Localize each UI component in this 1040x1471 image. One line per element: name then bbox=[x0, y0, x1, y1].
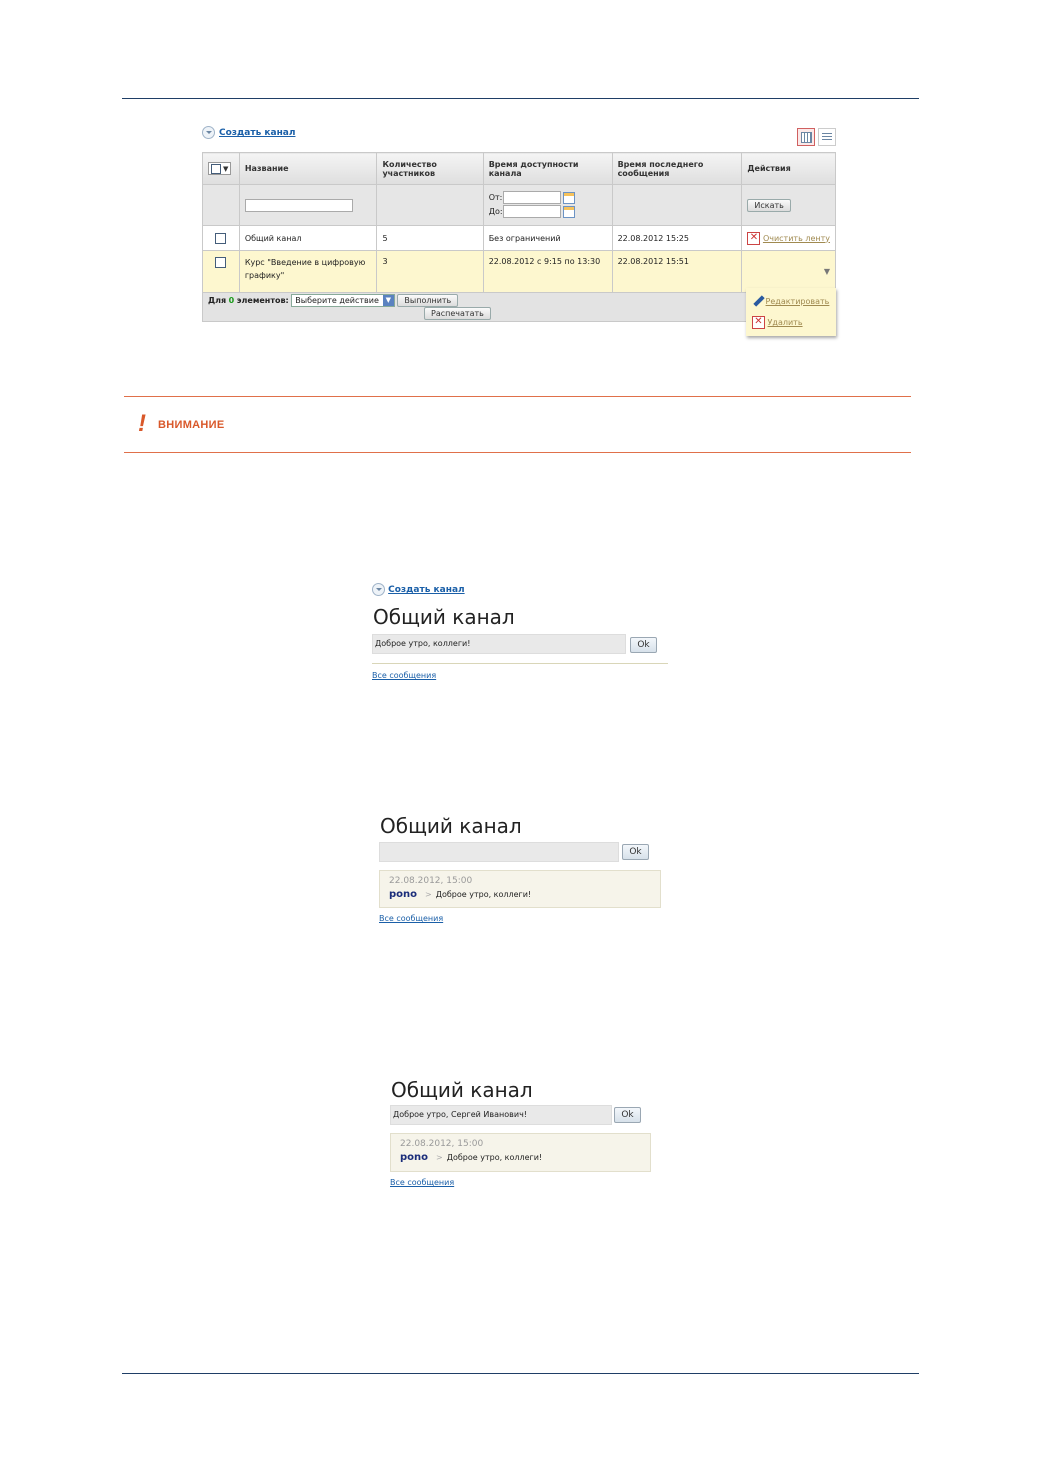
ok-button[interactable]: Ok bbox=[630, 637, 657, 653]
chevron-down-icon: ▼ bbox=[383, 295, 394, 306]
cell-availability: 22.08.2012 с 9:15 по 13:30 bbox=[483, 251, 612, 293]
bottom-rule bbox=[122, 1373, 919, 1374]
table-view-icon[interactable] bbox=[797, 128, 815, 146]
filter-search-cell bbox=[742, 185, 836, 226]
all-messages-link[interactable]: Все сообщения bbox=[379, 914, 444, 923]
row-select-cell bbox=[203, 226, 240, 251]
cell-actions bbox=[742, 226, 836, 251]
checkbox-icon bbox=[211, 164, 221, 174]
selected-count: 0 bbox=[228, 296, 235, 305]
chevron-down-icon: ▼ bbox=[223, 165, 229, 173]
select-all-cell bbox=[203, 153, 240, 185]
cell-last-message: 22.08.2012 15:25 bbox=[612, 226, 742, 251]
warning-top-rule bbox=[124, 396, 911, 397]
all-messages-link[interactable]: Все сообщения bbox=[372, 671, 437, 680]
ok-button[interactable]: Ok bbox=[614, 1107, 641, 1123]
table-row[interactable] bbox=[203, 226, 836, 251]
delete-link[interactable]: Удалить bbox=[767, 318, 803, 327]
table-header bbox=[203, 153, 836, 185]
clear-feed-link[interactable]: Очистить ленту bbox=[762, 233, 830, 243]
message-input[interactable] bbox=[379, 842, 619, 862]
channel-title: Общий канал bbox=[380, 814, 522, 838]
actions-popup-menu bbox=[746, 288, 836, 336]
row-checkbox[interactable] bbox=[215, 233, 226, 244]
channel-widget-1 bbox=[372, 581, 672, 691]
message-date: 22.08.2012, 15:00 bbox=[389, 876, 473, 886]
delete-x-icon: ✕ bbox=[752, 316, 765, 329]
top-rule bbox=[122, 98, 919, 99]
message-text bbox=[436, 1153, 542, 1162]
column-last-message[interactable]: Время последнего сообщения bbox=[612, 153, 742, 185]
column-members[interactable]: Количество участников bbox=[377, 153, 483, 185]
delete-x-icon[interactable]: ✕ bbox=[747, 232, 760, 245]
to-date-input[interactable] bbox=[503, 205, 561, 218]
channel-title: Общий канал bbox=[373, 605, 515, 629]
all-messages-link[interactable]: Все сообщения bbox=[390, 1178, 455, 1187]
delete-menu-item[interactable] bbox=[752, 316, 803, 329]
message-author[interactable]: pono bbox=[389, 889, 418, 900]
message-author[interactable]: pono bbox=[400, 1152, 429, 1163]
filter-last-cell bbox=[612, 185, 742, 226]
channel-title: Общий канал bbox=[391, 1078, 533, 1102]
message-body: Доброе утро, коллеги! bbox=[435, 890, 532, 899]
divider bbox=[372, 663, 668, 664]
column-name[interactable]: Название bbox=[239, 153, 377, 185]
cell-last-message: 22.08.2012 15:51 bbox=[612, 251, 742, 293]
channel-widget-3 bbox=[390, 1076, 660, 1196]
row-select-cell bbox=[203, 251, 240, 293]
filter-empty-cell bbox=[203, 185, 240, 226]
message-input[interactable]: Доброе утро, коллеги! bbox=[372, 634, 626, 654]
channel-widget-2 bbox=[379, 812, 669, 932]
warning-bottom-rule bbox=[124, 452, 911, 453]
message-date: 22.08.2012, 15:00 bbox=[400, 1139, 484, 1149]
separator-icon: > bbox=[425, 890, 432, 899]
calendar-icon[interactable] bbox=[563, 192, 575, 204]
filter-date-cell bbox=[483, 185, 612, 226]
filter-members-cell bbox=[377, 185, 483, 226]
cell-name: Общий канал bbox=[239, 226, 377, 251]
bulk-action-select[interactable] bbox=[291, 294, 395, 307]
ok-button[interactable]: Ok bbox=[622, 844, 649, 860]
execute-button[interactable]: Выполнить bbox=[397, 294, 458, 307]
row-checkbox[interactable] bbox=[215, 257, 226, 268]
column-availability[interactable]: Время доступности канала bbox=[483, 153, 612, 185]
filter-name-input[interactable] bbox=[245, 199, 353, 212]
for-prefix: Для bbox=[208, 296, 227, 305]
search-button[interactable]: Искать bbox=[747, 199, 791, 212]
create-channel-link-row bbox=[372, 583, 465, 596]
elements-suffix: элементов: bbox=[236, 296, 289, 305]
table-row[interactable] bbox=[203, 251, 836, 293]
cell-name: Курс "Введение в цифровую графику" bbox=[239, 251, 377, 293]
actions-dropdown-icon[interactable]: ▼ bbox=[823, 267, 830, 276]
calendar-icon[interactable] bbox=[563, 206, 575, 218]
message-input[interactable]: Доброе утро, Сергей Иванович! bbox=[390, 1105, 612, 1125]
cell-actions bbox=[742, 251, 836, 293]
column-actions: Действия bbox=[742, 153, 836, 185]
bulk-action-value: Выберите действие bbox=[295, 296, 379, 305]
channels-panel bbox=[202, 126, 838, 338]
list-view-icon[interactable] bbox=[818, 128, 836, 146]
message-card bbox=[379, 870, 661, 908]
create-channel-link[interactable]: Создать канал bbox=[388, 585, 465, 595]
separator-icon: > bbox=[436, 1153, 443, 1162]
cell-members: 3 bbox=[377, 251, 483, 293]
from-label: От: bbox=[488, 193, 503, 202]
filter-row bbox=[203, 185, 836, 226]
table-footer bbox=[203, 293, 836, 322]
select-all-checkbox[interactable] bbox=[208, 162, 231, 175]
expand-circle-icon[interactable] bbox=[372, 583, 385, 596]
pencil-icon bbox=[752, 296, 763, 307]
print-button[interactable]: Распечатать bbox=[424, 307, 491, 320]
create-channel-link[interactable]: Создать канал bbox=[219, 128, 296, 138]
filter-name-cell bbox=[239, 185, 377, 226]
message-text bbox=[425, 890, 531, 899]
warning-text: ВНИМАНИЕ bbox=[158, 419, 225, 431]
edit-link[interactable]: Редактировать bbox=[765, 297, 830, 306]
view-switcher bbox=[794, 128, 836, 147]
channels-table bbox=[202, 152, 836, 322]
cell-members: 5 bbox=[377, 226, 483, 251]
expand-circle-icon[interactable] bbox=[202, 126, 215, 139]
message-body: Доброе утро, коллеги! bbox=[446, 1153, 543, 1162]
footer-cell bbox=[203, 293, 742, 322]
from-date-input[interactable] bbox=[503, 191, 561, 204]
cell-availability: Без ограничений bbox=[483, 226, 612, 251]
to-label: До: bbox=[488, 207, 503, 216]
message-card bbox=[390, 1133, 651, 1172]
edit-menu-item[interactable] bbox=[752, 296, 829, 307]
create-channel-link-row bbox=[202, 126, 295, 139]
exclamation-icon: ! bbox=[138, 410, 146, 437]
